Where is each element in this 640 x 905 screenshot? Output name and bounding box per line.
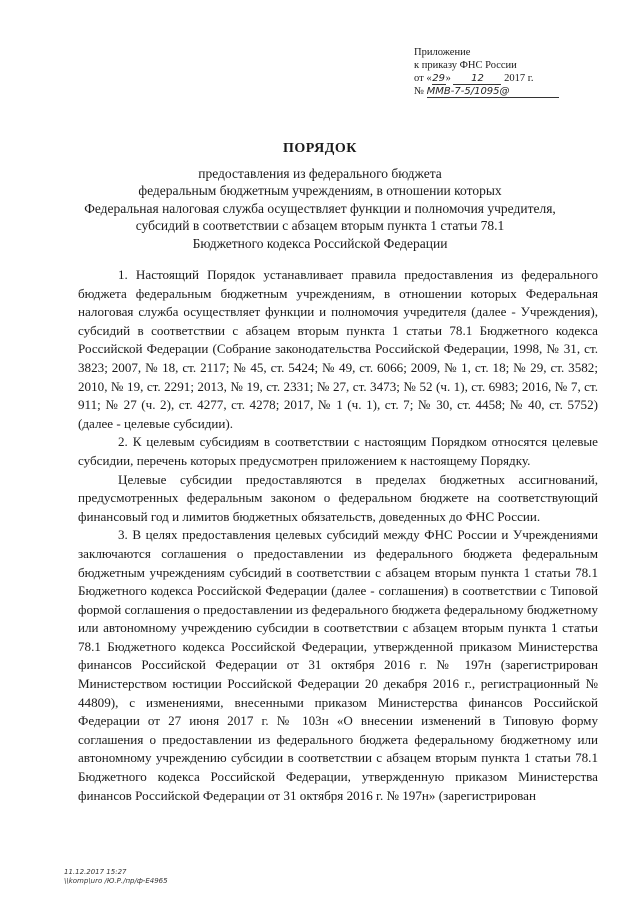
document-footer — [64, 868, 168, 886]
order-number: ММВ-7-5/1095@ — [427, 86, 559, 98]
date-month: 12 — [453, 73, 501, 85]
title-line: субсидий в соответствии с абзацем вторым пункта 1 статьи 78.1 — [135, 218, 505, 233]
footer-path: \\komp\uro /Ю.Р./пр/ф-Е4965 — [64, 877, 168, 885]
title-line: предоставления из федерального бюджета — [198, 165, 442, 181]
paragraph-2: 2. К целевым субсидиям в соответствии с настоящим Порядком относятся целевые субсидии, перечень которых предусмотрен приложением к настоящему Порядку. — [78, 434, 598, 468]
date-year: 2017 г. — [504, 73, 534, 84]
document-title: ПОРЯДОК — [283, 141, 357, 156]
approval-stamp — [414, 46, 584, 98]
footer-timestamp: 11.12.2017 15:27 — [64, 868, 127, 876]
approval-date-line — [414, 72, 584, 85]
approval-number-line — [414, 85, 584, 98]
title-line: Бюджетного кодекса Российской Федерации — [192, 235, 448, 251]
paragraph-2-cont: Целевые субсидии предоставляются в пределах бюджетных ассигнований, предусмотренных федеральным законом о федеральном бюджете на соответствующий финансовый год и лимитов бюджетных обязательств, доведенных до ФНС России. — [78, 471, 598, 524]
date-mid: » — [445, 73, 451, 84]
paragraph-3: 3. В целях предоставления целевых субсидий между ФНС России и Учреждениями заключаются соглашения о предоставлении из федерального бюджета федеральным бюджетным учреждениям субсидий в соответствии с абзацем вторым пункта 1 статьи 78.1 Бюджетного кодекса Российской Федерации (далее - соглашения) в соответствии с Типовой формой соглашения о предоставлении из федерального бюджета федеральному бюджетному или автономному учреждению субсидии в соответствии с абзацем вторым пункта 1 статьи 78.1 Бюджетного кодекса Российской Федерации, утвержденной приказом Министерства финансов Российской Федерации от 31 октября 2016 г. № 197н (зарегистрирован Министерством юстиции Российской Федерации 20 декабря 2016 г., регистрационный № 44809), с изменениями, внесенными приказом Министерства финансов Российской Федерации от 27 июня 2017 г. № 103н «О внесении изменений в Типовую форму соглашения о предоставлении из федерального бюджета федеральному бюджетному или автономному учреждению субсидии в соответствии с абзацем вторым пункта 1 статьи 78.1 Бюджетного кодекса Российской Федерации, утвержденную приказом Министерства финансов Российской Федерации от 31 октября 2016 г. № 197н» (зарегистрирован — [78, 527, 598, 803]
document-title-block — [60, 140, 580, 252]
number-prefix: № — [414, 86, 425, 97]
approval-line-2: к приказу ФНС России — [414, 60, 517, 71]
date-day: 29 — [432, 73, 445, 84]
title-line: Федеральная налоговая служба осуществляет функции и полномочия учредителя, — [84, 200, 556, 216]
document-body — [78, 266, 598, 805]
approval-line-1: Приложение — [414, 47, 471, 58]
date-prefix: от « — [414, 73, 432, 84]
title-line: федеральным бюджетным учреждениям, в отношении которых — [138, 183, 502, 198]
paragraph-1: 1. Настоящий Порядок устанавливает правила предоставления из федерального бюджета федеральным бюджетным учреждениям, в отношении которых Федеральная налоговая служба осуществляет функции и полномочия учредителя (далее - Учреждения), субсидий в соответствии с абзацем вторым пункта 1 статьи 78.1 Бюджетного кодекса Российской Федерации (Собрание законодательства Российской Федерации, 1998, № 31, ст. 3823; 2007, № 18, ст. 2117; № 45, ст. 5424; № 49, ст. 6066; 2009, № 1, ст. 18; № 29, ст. 3582; 2010, № 19, ст. 2291; 2013, № 19, ст. 2331; № 27, ст. 3473; № 52 (ч. 1), ст. 6983; 2016, № 7, ст. 911; № 27 (ч. 2), ст. 4277, ст. 4278; 2017, № 1 (ч. 1), ст. 7; № 30, ст. 4458; № 40, ст. 5752) (далее - целевые субсидии). — [78, 267, 598, 431]
